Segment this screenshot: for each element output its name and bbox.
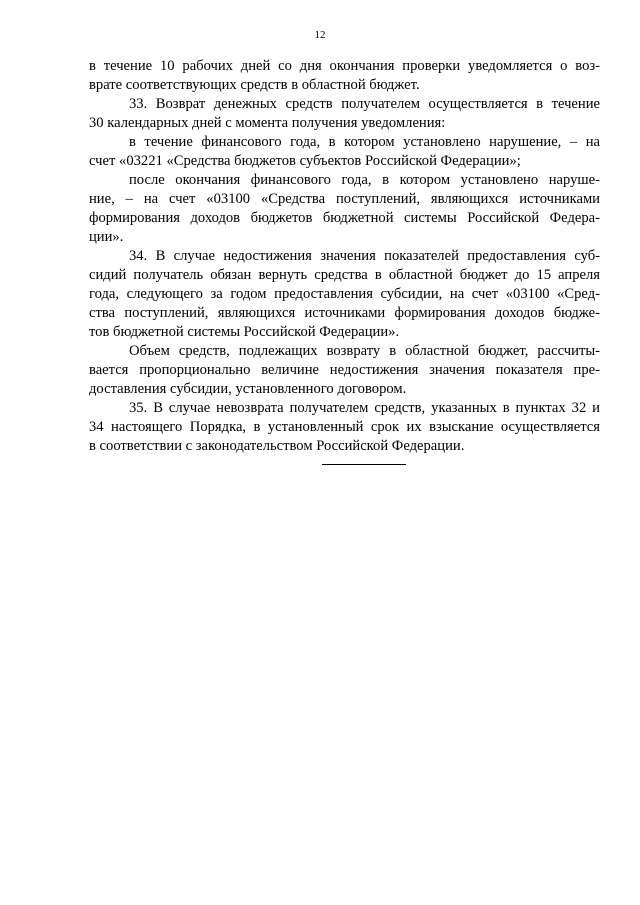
text-line: сидий получатель обязан вернуть средства в областной бюджет до 15 апреля: [89, 267, 600, 283]
text-line: ние, – на счет «03100 «Средства поступлений, являющихся источниками: [89, 191, 600, 207]
text-line: в течение 10 рабочих дней со дня окончания проверки уведомляется о воз-: [89, 58, 600, 74]
text-line: Объем средств, подлежащих возврату в областной бюджет, рассчиты-: [129, 343, 600, 359]
page-number: 12: [314, 29, 326, 41]
document-body: [89, 57, 600, 456]
text-line: ции».: [89, 229, 124, 245]
text-line: в соответствии с законодательством Российской Федерации.: [89, 438, 465, 454]
text-line: в течение финансового года, в котором установлено нарушение, – на: [129, 134, 600, 150]
text-line: формирования доходов бюджетов бюджетной системы Российской Федера-: [89, 210, 600, 226]
text-line: года, следующего за годом предоставления субсидии, на счет «03100 «Сред-: [89, 286, 600, 302]
text-line: ства поступлений, являющихся источниками формирования доходов бюдже-: [89, 305, 600, 321]
closing-divider: [322, 464, 406, 465]
text-line: врате соответствующих средств в областной бюджет.: [89, 77, 420, 93]
text-line: 34. В случае недостижения значения показателей предоставления суб-: [129, 248, 600, 264]
text-line: после окончания финансового года, в котором установлено наруше-: [129, 172, 600, 188]
text-line: доставления субсидии, установленного договором.: [89, 381, 407, 397]
text-line: тов бюджетной системы Российской Федерации».: [89, 324, 400, 340]
text-line: 35. В случае невозврата получателем средств, указанных в пунктах 32 и: [129, 400, 600, 416]
text-line: 30 календарных дней с момента получения уведомления:: [89, 115, 446, 131]
text-line: счет «03221 «Средства бюджетов субъектов Российской Федерации»;: [89, 153, 521, 169]
text-line: 33. Возврат денежных средств получателем осуществляется в течение: [129, 96, 600, 112]
text-line: 34 настоящего Порядка, в установленный срок их взыскание осуществляется: [89, 419, 600, 435]
text-line: вается пропорционально величине недостижения значения показателя пре-: [89, 362, 600, 378]
